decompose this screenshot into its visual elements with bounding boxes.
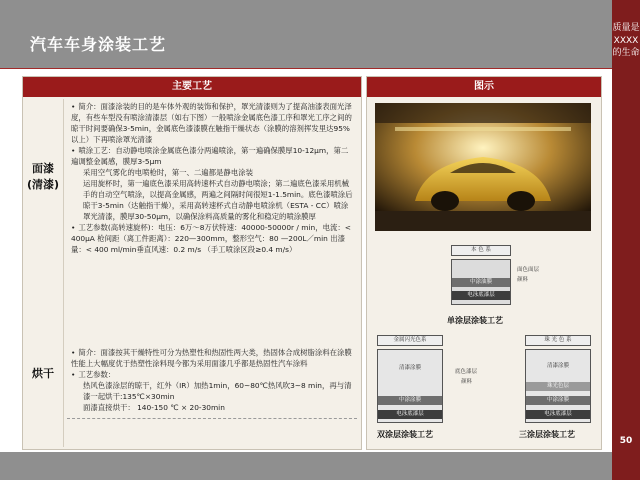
triple-layer-clear: 清漆涂膜 [546, 363, 569, 369]
page-number: 50 [619, 436, 633, 446]
double-layer-clear: 清漆涂膜 [398, 365, 421, 371]
double-side-1: 底色漆层 [455, 369, 478, 375]
sidebar-slogan: 质量是XXXX的生命 [612, 23, 640, 58]
paint-air-gun: 采用空气雾化的电喷枪时，第一、二遍都是静电涂装 [83, 168, 253, 177]
paint-content [71, 101, 355, 255]
page-title: 汽车车身涂装工艺 [30, 35, 167, 54]
dry-direct: 面漆直接烘干： 140-150 ℃ × 20-30min [83, 403, 225, 412]
double-coat-diagram [377, 335, 443, 423]
process-panel [22, 76, 362, 450]
single-side-1: 面色面层 [517, 267, 540, 273]
dry-hot-air: 热风色漆涂层的晾干，红外（IR）加热1min，60~80℃热风吹3~8 min，再与清漆一起烘干:135℃×30min [83, 381, 352, 401]
single-title: 本 色 系 [471, 247, 491, 253]
dry-params-label: • 工艺参数： [71, 369, 355, 380]
process-panel-header: 主要工艺 [23, 77, 361, 97]
triple-coat-diagram [525, 335, 591, 423]
double-coat-caption: 双涂层涂装工艺 [377, 430, 433, 439]
dry-intro: • 简介：面漆按其干燥特性可分为热塑性和热固性两大类，热固体合成树脂涂料在涂膜性能上大幅度优于热塑性涂料现今都为采用面漆几乎都是热固性汽车涂料 [71, 347, 355, 369]
column-divider [63, 99, 64, 447]
double-side-2: 颜料 [461, 379, 473, 385]
paint-rotary-cup: 运用旋杯时，第一遍底色漆采用高转速杯式自动静电喷涂；第二遍底色漆采用机械手的自动空气喷涂，以提高金属感，两遍之间隔时间很短1-1.5min。底色漆喷涂后晾干3-5min（达触指干燥），采用高转速杯式自动静电喷涂机（ESTA - CC）喷涂罩光清漆，膜厚30-50μm，以确保涂料高质量的雾化和稳定的喷涂膜厚 [83, 179, 353, 221]
paint-intro: • 简介：面漆涂装的目的是车体外观的装饰和保护，罩光清漆则为了提高油漆表面光泽度，有些车型没有喷涂清漆层（如右下图）一般喷涂金属底色漆工序和罩光工序之间的晾干时间要确保3-5min，金属底色漆漆膜在触指干燥状态（涂膜的溶剂挥发里达95%以上）下再喷涂罩光清漆 [71, 101, 355, 145]
single-layer-primer: 中涂油膜 [452, 278, 510, 287]
triple-layer-primer: 中涂涂膜 [526, 396, 590, 405]
double-layer-ed: 电泳底漆层 [378, 410, 442, 419]
single-side-2: 颜料 [517, 277, 529, 283]
paint-process: • 喷涂工艺：自动静电喷涂金属底色漆分两遍喷涂，第一遍确保膜厚10-12μm，第二遍调整金属感，膜厚3-5μm [71, 145, 355, 167]
car-painting-photo [375, 103, 591, 231]
title-underline [0, 68, 612, 69]
triple-title: 珠 光 色 系 [544, 337, 572, 343]
paint-row-label: 面漆 (清漆) [26, 162, 60, 191]
right-sidebar [612, 0, 640, 480]
footer-bar [0, 452, 612, 480]
double-title: 金属闪光色系 [393, 337, 427, 343]
illustration-panel [366, 76, 602, 450]
dry-content [71, 347, 355, 413]
double-layer-primer: 中涂涂膜 [378, 396, 442, 405]
section-separator [67, 418, 357, 419]
single-coat-diagram [451, 245, 511, 303]
triple-coat-caption: 三涂层涂装工艺 [519, 430, 575, 439]
single-layer-ed: 电泳底漆层 [452, 291, 510, 300]
triple-layer-ed: 电泳底漆层 [526, 410, 590, 419]
illustration-panel-header: 图示 [367, 77, 601, 97]
dry-row-label: 烘干 [32, 367, 54, 380]
triple-layer-pearl: 珠光色层 [526, 382, 590, 391]
single-coat-caption: 单涂层涂装工艺 [447, 316, 503, 325]
paint-parameters: • 工艺参数(高转速旋杯)：电压：6万～8万伏特速：40000-50000r / min，电流：< 400μA 枪间距（离工件距离）：220—300mm，整形空气：80 —200L／min 出漆量：< 400 ml/min垂直风速：0.2 m/s （手工喷涂区段≥0.4 m/s） [71, 222, 355, 255]
